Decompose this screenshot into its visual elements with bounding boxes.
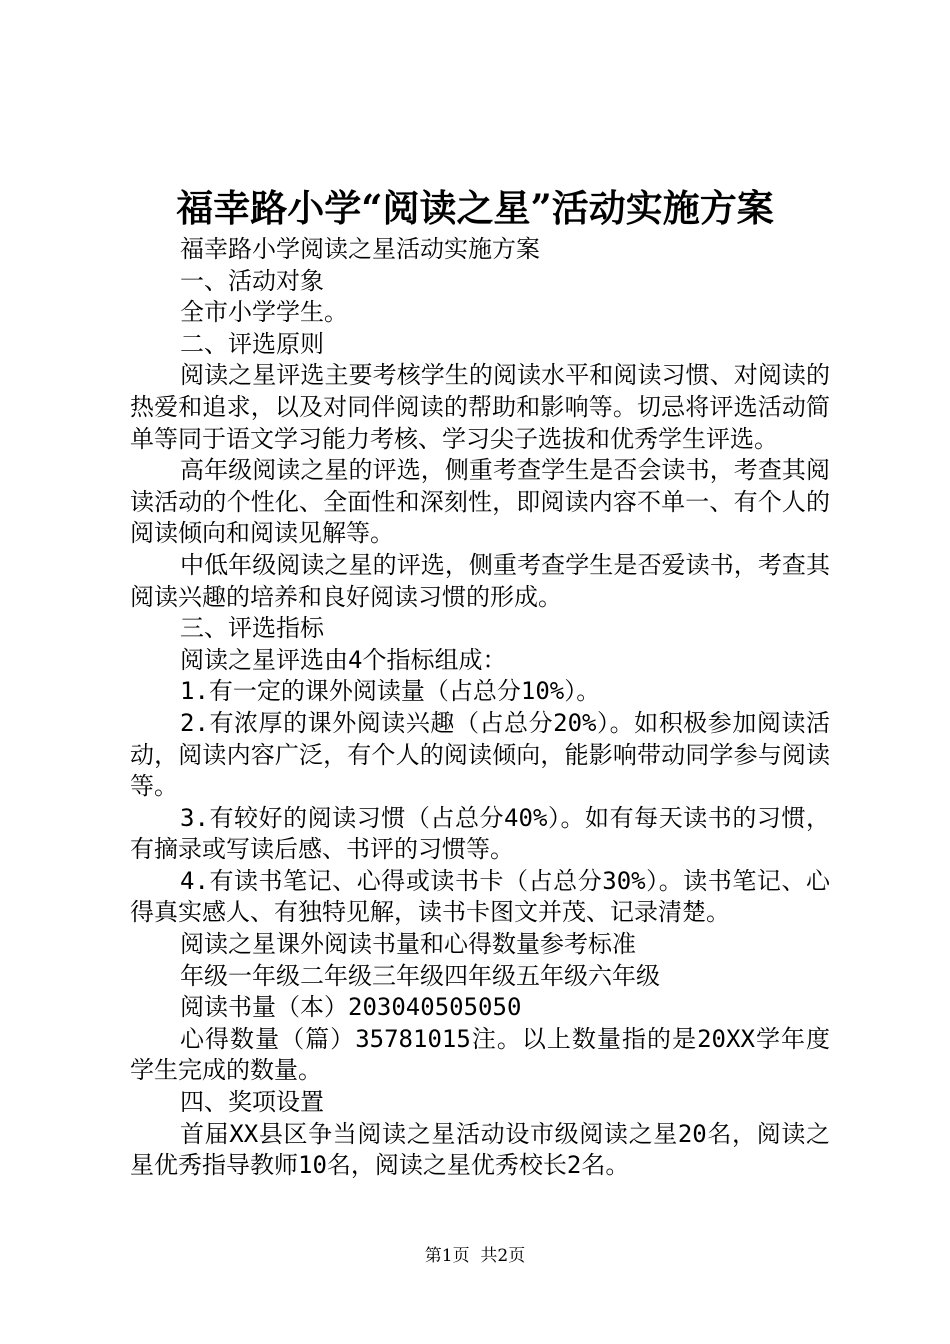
paragraph: 阅读之星评选主要考核学生的阅读水平和阅读习惯、对阅读的热爱和追求，以及对同伴阅读的帮助和影响等。切忌将评选活动简单等同于语文学习能力考核、学习尖子选拔和优秀学生评选。: [130, 361, 830, 453]
reference-books-row: 阅读书量（本）203040505050: [180, 993, 522, 1022]
paragraph: 阅读之星评选由4个指标组成：: [180, 645, 507, 674]
paragraph: 高年级阅读之星的评选，侧重考查学生是否会读书，考查其阅读活动的个性化、全面性和深刻性，即阅读内容不单一、有个人的阅读倾向和阅读见解等。: [130, 456, 830, 548]
section-heading-awards: 四、奖项设置: [180, 1088, 324, 1117]
paragraph: 中低年级阅读之星的评选，侧重考查学生是否爱读书，考查其阅读兴趣的培养和良好阅读习惯的形成。: [130, 550, 830, 611]
document-title: 福幸路小学“阅读之星”活动实施方案: [176, 186, 774, 230]
reference-grade-row: 年级一年级二年级三年级四年级五年级六年级: [180, 961, 660, 990]
criteria-item-4: 4.有读书笔记、心得或读书卡（占总分30%）。读书笔记、心得真实感人、有独特见解，读书卡图文并茂、记录清楚。: [130, 866, 830, 927]
section-heading-selection-criteria: 三、评选指标: [180, 614, 324, 643]
reference-notes-row: 心得数量（篇）35781015注。以上数量指的是20XX学年度学生完成的数量。: [130, 1024, 830, 1085]
page-number-footer: 第1页 共2页: [424, 1246, 526, 1266]
document-body: [130, 234, 830, 1182]
paragraph-subtitle: 福幸路小学阅读之星活动实施方案: [180, 235, 540, 263]
paragraph: 全市小学学生。: [180, 298, 348, 327]
criteria-item-1: 1.有一定的课外阅读量（占总分10%）。: [180, 677, 601, 706]
section-heading-activity-target: 一、活动对象: [180, 266, 324, 295]
reference-standard-heading: 阅读之星课外阅读书量和心得数量参考标准: [180, 930, 636, 959]
section-heading-selection-principle: 二、评选原则: [180, 329, 324, 358]
criteria-item-3: 3.有较好的阅读习惯（占总分40%）。如有每天读书的习惯，有摘录或写读后感、书评的习惯等。: [130, 803, 830, 864]
criteria-item-2: 2.有浓厚的课外阅读兴趣（占总分20%）。如积极参加阅读活动，阅读内容广泛，有个人的阅读倾向，能影响带动同学参与阅读等。: [130, 708, 830, 801]
paragraph: 首届XX县区争当阅读之星活动设市级阅读之星20名，阅读之星优秀指导教师10名，阅读之星优秀校长2名。: [130, 1119, 830, 1180]
